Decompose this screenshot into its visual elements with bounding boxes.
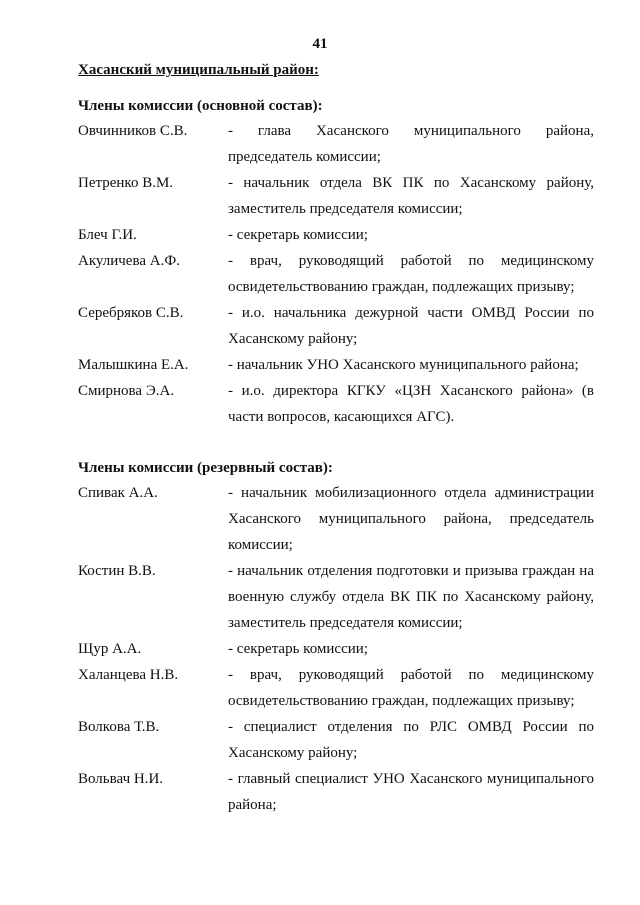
- member-name: Вольвач Н.И.: [78, 771, 164, 787]
- member-name: Овчинников С.В.: [78, 123, 188, 139]
- member-role: - глава Хасанского муниципального района, председатель комиссии;: [228, 123, 594, 165]
- member-name: Смирнова Э.А.: [78, 383, 175, 399]
- member-row: [78, 766, 594, 818]
- member-role: - специалист отделения по РЛС ОМВД России по Хасанскому району;: [228, 719, 594, 761]
- member-row: [78, 300, 594, 352]
- member-row: [78, 378, 594, 430]
- member-name: Щур А.А.: [78, 641, 142, 657]
- member-name: Серебряков С.В.: [78, 305, 184, 321]
- member-role: - начальник отделения подготовки и призыва граждан на военную службу отдела ВК ПК по Хасанскому району, заместитель председателя комиссии;: [228, 563, 594, 631]
- member-role: - врач, руководящий работой по медицинскому освидетельствованию граждан, подлежащих призыву;: [228, 253, 594, 295]
- member-role: - начальник отдела ВК ПК по Хасанскому району, заместитель председателя комиссии;: [228, 175, 594, 217]
- member-role: - секретарь комиссии;: [228, 641, 368, 657]
- member-name: Халанцева Н.В.: [78, 667, 179, 683]
- member-row: [78, 714, 594, 766]
- member-row: [78, 352, 594, 378]
- reserve-composition-heading: Члены комиссии (резервный состав):: [78, 460, 333, 476]
- member-role: - начальник УНО Хасанского муниципального района;: [228, 357, 579, 373]
- member-role: - начальник мобилизационного отдела администрации Хасанского муниципального района, председатель комиссии;: [228, 485, 594, 553]
- reserve-composition-list: [78, 480, 594, 818]
- member-row: [78, 636, 594, 662]
- member-name: Блеч Г.И.: [78, 227, 137, 243]
- page-number: 41: [312, 36, 328, 52]
- main-composition-list: [78, 118, 594, 430]
- member-row: [78, 170, 594, 222]
- member-row: [78, 662, 594, 714]
- main-composition-heading: Члены комиссии (основной состав):: [78, 98, 323, 114]
- member-role: - и.о. начальника дежурной части ОМВД России по Хасанскому району;: [228, 305, 594, 347]
- member-row: [78, 222, 594, 248]
- member-row: [78, 118, 594, 170]
- member-name: Акуличева А.Ф.: [78, 253, 180, 269]
- member-name: Петренко В.М.: [78, 175, 174, 191]
- member-name: Костин В.В.: [78, 563, 156, 579]
- member-role: - врач, руководящий работой по медицинскому освидетельствованию граждан, подлежащих призыву;: [228, 667, 594, 709]
- member-role: - секретарь комиссии;: [228, 227, 368, 243]
- member-row: [78, 558, 594, 636]
- member-row: [78, 248, 594, 300]
- member-role: - и.о. директора КГКУ «ЦЗН Хасанского района» (в части вопросов, касающихся АГС).: [228, 383, 594, 425]
- member-row: [78, 480, 594, 558]
- member-name: Волкова Т.В.: [78, 719, 160, 735]
- member-role: - главный специалист УНО Хасанского муниципального района;: [228, 771, 594, 813]
- member-name: Спивак А.А.: [78, 485, 158, 501]
- member-name: Малышкина Е.А.: [78, 357, 189, 373]
- district-title: Хасанский муниципальный район:: [78, 62, 319, 78]
